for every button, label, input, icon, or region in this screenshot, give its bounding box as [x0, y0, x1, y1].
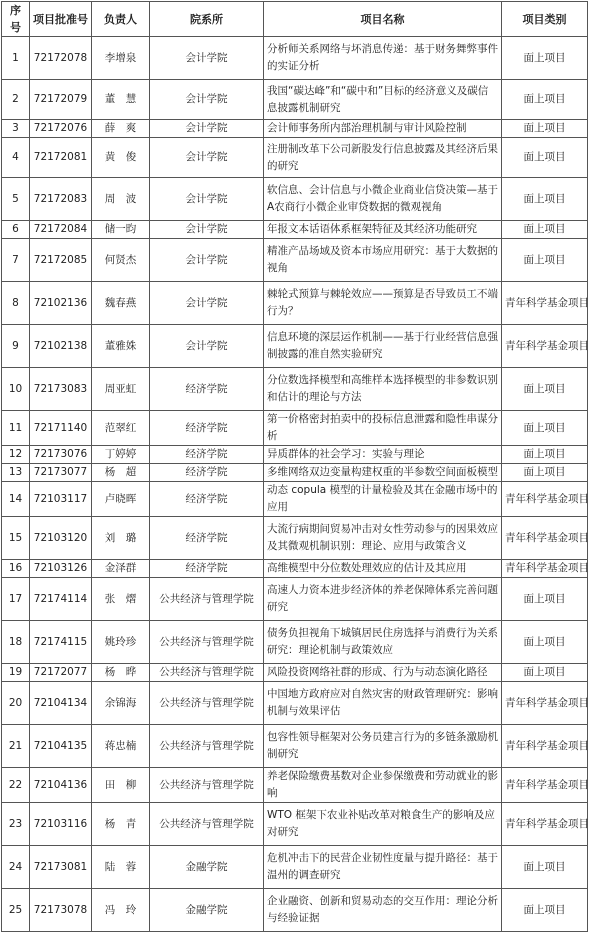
table-row [2, 464, 588, 482]
cell-id: 72171140 [30, 411, 92, 446]
cell-no: 20 [2, 682, 30, 725]
cell-dept: 经济学院 [150, 446, 264, 464]
table-row [2, 37, 588, 80]
cell-title: 软信息、会计信息与小微企业商业信贷决策—基于A农商行小微企业审贷数据的微观视角 [264, 178, 502, 221]
cell-no: 7 [2, 239, 30, 282]
cell-no: 19 [2, 664, 30, 682]
cell-title: 养老保险缴费基数对企业参保缴费和劳动就业的影响 [264, 768, 502, 803]
table-row [2, 138, 588, 178]
cell-person: 冯 玲 [92, 889, 150, 932]
cell-id: 72172081 [30, 138, 92, 178]
cell-person: 蒋忠楠 [92, 725, 150, 768]
cell-type: 面上项目 [502, 239, 588, 282]
cell-title: 企业融资、创新和贸易动态的交互作用：理论分析与经验证据 [264, 889, 502, 932]
cell-id: 72172079 [30, 80, 92, 120]
cell-type: 面上项目 [502, 37, 588, 80]
cell-dept: 经济学院 [150, 411, 264, 446]
cell-type: 青年科学基金项目 [502, 560, 588, 578]
cell-no: 4 [2, 138, 30, 178]
cell-title: 多维网络双边变量构建权重的半参数空间面板模型 [264, 464, 502, 482]
cell-title: 动态 copula 模型的计量检验及其在金融市场中的应用 [264, 482, 502, 517]
cell-title: 信息环境的深层运作机制——基于行业经营信息强制披露的准自然实验研究 [264, 325, 502, 368]
cell-no: 5 [2, 178, 30, 221]
cell-no: 23 [2, 803, 30, 846]
cell-no: 17 [2, 578, 30, 621]
cell-id: 72172076 [30, 120, 92, 138]
cell-dept: 金融学院 [150, 889, 264, 932]
cell-id: 72173083 [30, 368, 92, 411]
cell-type: 面上项目 [502, 446, 588, 464]
cell-person: 周亚虹 [92, 368, 150, 411]
cell-id: 72173076 [30, 446, 92, 464]
cell-dept: 会计学院 [150, 120, 264, 138]
header-row [2, 2, 588, 37]
table-row [2, 517, 588, 560]
header-title: 项目名称 [264, 2, 502, 37]
cell-id: 72174115 [30, 621, 92, 664]
cell-title: 分位数选择模型和高维样本选择模型的非参数识别和估计的理论与方法 [264, 368, 502, 411]
cell-title: 年报文本话语体系框架特征及其经济功能研究 [264, 221, 502, 239]
cell-dept: 经济学院 [150, 560, 264, 578]
cell-no: 22 [2, 768, 30, 803]
table-row [2, 846, 588, 889]
table-row [2, 368, 588, 411]
cell-person: 金泽群 [92, 560, 150, 578]
cell-dept: 公共经济与管理学院 [150, 768, 264, 803]
cell-no: 18 [2, 621, 30, 664]
table-row [2, 325, 588, 368]
cell-title: 注册制改革下公司新股发行信息披露及其经济后果的研究 [264, 138, 502, 178]
cell-type: 面上项目 [502, 80, 588, 120]
cell-title: 第一价格密封拍卖中的投标信息泄露和隐性串谋分析 [264, 411, 502, 446]
header-id: 项目批准号 [30, 2, 92, 37]
table-row [2, 664, 588, 682]
cell-dept: 会计学院 [150, 221, 264, 239]
cell-dept: 公共经济与管理学院 [150, 621, 264, 664]
cell-id: 72174114 [30, 578, 92, 621]
cell-title: 精准产品场域及资本市场应用研究：基于大数据的视角 [264, 239, 502, 282]
header-person: 负责人 [92, 2, 150, 37]
table-row [2, 120, 588, 138]
cell-person: 杨 青 [92, 803, 150, 846]
table-row [2, 178, 588, 221]
cell-no: 13 [2, 464, 30, 482]
cell-dept: 公共经济与管理学院 [150, 803, 264, 846]
cell-type: 青年科学基金项目 [502, 768, 588, 803]
cell-person: 张 熠 [92, 578, 150, 621]
cell-type: 面上项目 [502, 411, 588, 446]
cell-type: 面上项目 [502, 464, 588, 482]
table-row [2, 239, 588, 282]
cell-title: 异质群体的社会学习：实验与理论 [264, 446, 502, 464]
cell-person: 薛 爽 [92, 120, 150, 138]
cell-id: 72103117 [30, 482, 92, 517]
table-row [2, 578, 588, 621]
cell-person: 董 慧 [92, 80, 150, 120]
cell-title: 危机冲击下的民营企业韧性度量与提升路径：基于温州的调查研究 [264, 846, 502, 889]
projects-table [1, 1, 588, 932]
cell-dept: 金融学院 [150, 846, 264, 889]
cell-dept: 公共经济与管理学院 [150, 725, 264, 768]
cell-id: 72172084 [30, 221, 92, 239]
table-row [2, 221, 588, 239]
cell-id: 72104136 [30, 768, 92, 803]
cell-type: 面上项目 [502, 889, 588, 932]
header-no: 序号 [2, 2, 30, 37]
cell-no: 10 [2, 368, 30, 411]
cell-person: 姚玲珍 [92, 621, 150, 664]
cell-no: 6 [2, 221, 30, 239]
cell-dept: 会计学院 [150, 37, 264, 80]
cell-type: 青年科学基金项目 [502, 725, 588, 768]
cell-no: 24 [2, 846, 30, 889]
table-row [2, 621, 588, 664]
cell-person: 黄 俊 [92, 138, 150, 178]
table-row [2, 560, 588, 578]
cell-title: 风险投资网络社群的形成、行为与动态演化路径 [264, 664, 502, 682]
table-row [2, 411, 588, 446]
table-row [2, 80, 588, 120]
table-row [2, 682, 588, 725]
cell-id: 72102136 [30, 282, 92, 325]
table-row [2, 282, 588, 325]
cell-dept: 会计学院 [150, 138, 264, 178]
cell-type: 面上项目 [502, 664, 588, 682]
cell-no: 11 [2, 411, 30, 446]
cell-person: 周 波 [92, 178, 150, 221]
cell-type: 青年科学基金项目 [502, 682, 588, 725]
cell-person: 范翠红 [92, 411, 150, 446]
cell-id: 72172085 [30, 239, 92, 282]
cell-no: 8 [2, 282, 30, 325]
cell-no: 21 [2, 725, 30, 768]
cell-type: 面上项目 [502, 578, 588, 621]
cell-type: 青年科学基金项目 [502, 325, 588, 368]
header-type: 项目类别 [502, 2, 588, 37]
cell-title: 棘轮式预算与棘轮效应——预算是否导致员工不端行为？ [264, 282, 502, 325]
cell-type: 青年科学基金项目 [502, 517, 588, 560]
cell-type: 面上项目 [502, 846, 588, 889]
cell-type: 青年科学基金项目 [502, 803, 588, 846]
table-row [2, 803, 588, 846]
cell-type: 面上项目 [502, 621, 588, 664]
cell-no: 2 [2, 80, 30, 120]
cell-type: 青年科学基金项目 [502, 282, 588, 325]
cell-dept: 会计学院 [150, 282, 264, 325]
cell-person: 杨 超 [92, 464, 150, 482]
cell-id: 72172077 [30, 664, 92, 682]
cell-id: 72172083 [30, 178, 92, 221]
cell-dept: 公共经济与管理学院 [150, 664, 264, 682]
table-row [2, 768, 588, 803]
cell-id: 72102138 [30, 325, 92, 368]
cell-no: 12 [2, 446, 30, 464]
cell-type: 面上项目 [502, 120, 588, 138]
cell-person: 余锦海 [92, 682, 150, 725]
cell-title: 大流行病期间贸易冲击对女性劳动参与的因果效应及其微观机制识别：理论、应用与政策含义 [264, 517, 502, 560]
cell-id: 72104134 [30, 682, 92, 725]
cell-person: 李增泉 [92, 37, 150, 80]
header-dept: 院系所 [150, 2, 264, 37]
cell-type: 面上项目 [502, 138, 588, 178]
cell-title: 债务负担视角下城镇居民住房选择与消费行为关系研究：理论机制与政策效应 [264, 621, 502, 664]
cell-id: 72172078 [30, 37, 92, 80]
cell-title: WTO 框架下农业补贴改革对粮食生产的影响及应对研究 [264, 803, 502, 846]
cell-dept: 经济学院 [150, 517, 264, 560]
cell-id: 72103126 [30, 560, 92, 578]
table-row [2, 446, 588, 464]
cell-title: 包容性领导框架对公务员建言行为的多链条激励机制研究 [264, 725, 502, 768]
cell-dept: 公共经济与管理学院 [150, 578, 264, 621]
cell-title: 分析师关系网络与坏消息传递：基于财务舞弊事件的实证分析 [264, 37, 502, 80]
cell-dept: 会计学院 [150, 178, 264, 221]
table-row [2, 725, 588, 768]
cell-no: 14 [2, 482, 30, 517]
cell-dept: 会计学院 [150, 80, 264, 120]
cell-person: 杨 晔 [92, 664, 150, 682]
cell-title: 中国地方政府应对自然灾害的财政管理研究：影响机制与效果评估 [264, 682, 502, 725]
cell-title: 会计师事务所内部治理机制与审计风险控制 [264, 120, 502, 138]
cell-person: 魏春燕 [92, 282, 150, 325]
cell-no: 9 [2, 325, 30, 368]
cell-no: 16 [2, 560, 30, 578]
cell-person: 卢晓晖 [92, 482, 150, 517]
table-row [2, 482, 588, 517]
cell-person: 刘 璐 [92, 517, 150, 560]
cell-person: 丁婷婷 [92, 446, 150, 464]
cell-type: 面上项目 [502, 178, 588, 221]
cell-id: 72103116 [30, 803, 92, 846]
cell-title: 高速人力资本进步经济体的养老保障体系完善问题研究 [264, 578, 502, 621]
cell-no: 15 [2, 517, 30, 560]
cell-dept: 会计学院 [150, 325, 264, 368]
cell-person: 田 柳 [92, 768, 150, 803]
cell-dept: 公共经济与管理学院 [150, 682, 264, 725]
cell-type: 面上项目 [502, 368, 588, 411]
cell-person: 储一昀 [92, 221, 150, 239]
cell-id: 72173081 [30, 846, 92, 889]
cell-person: 何贤杰 [92, 239, 150, 282]
cell-person: 董雅姝 [92, 325, 150, 368]
cell-dept: 经济学院 [150, 368, 264, 411]
cell-no: 25 [2, 889, 30, 932]
cell-dept: 会计学院 [150, 239, 264, 282]
cell-no: 1 [2, 37, 30, 80]
cell-title: 我国“碳达峰”和“碳中和”目标的经济意义及碳信息披露机制研究 [264, 80, 502, 120]
cell-id: 72173078 [30, 889, 92, 932]
cell-type: 面上项目 [502, 221, 588, 239]
cell-dept: 经济学院 [150, 464, 264, 482]
cell-dept: 经济学院 [150, 482, 264, 517]
table-row [2, 889, 588, 932]
cell-person: 陆 蓉 [92, 846, 150, 889]
cell-id: 72103120 [30, 517, 92, 560]
cell-id: 72173077 [30, 464, 92, 482]
cell-title: 高维模型中分位数处理效应的估计及其应用 [264, 560, 502, 578]
cell-type: 青年科学基金项目 [502, 482, 588, 517]
cell-no: 3 [2, 120, 30, 138]
cell-id: 72104135 [30, 725, 92, 768]
